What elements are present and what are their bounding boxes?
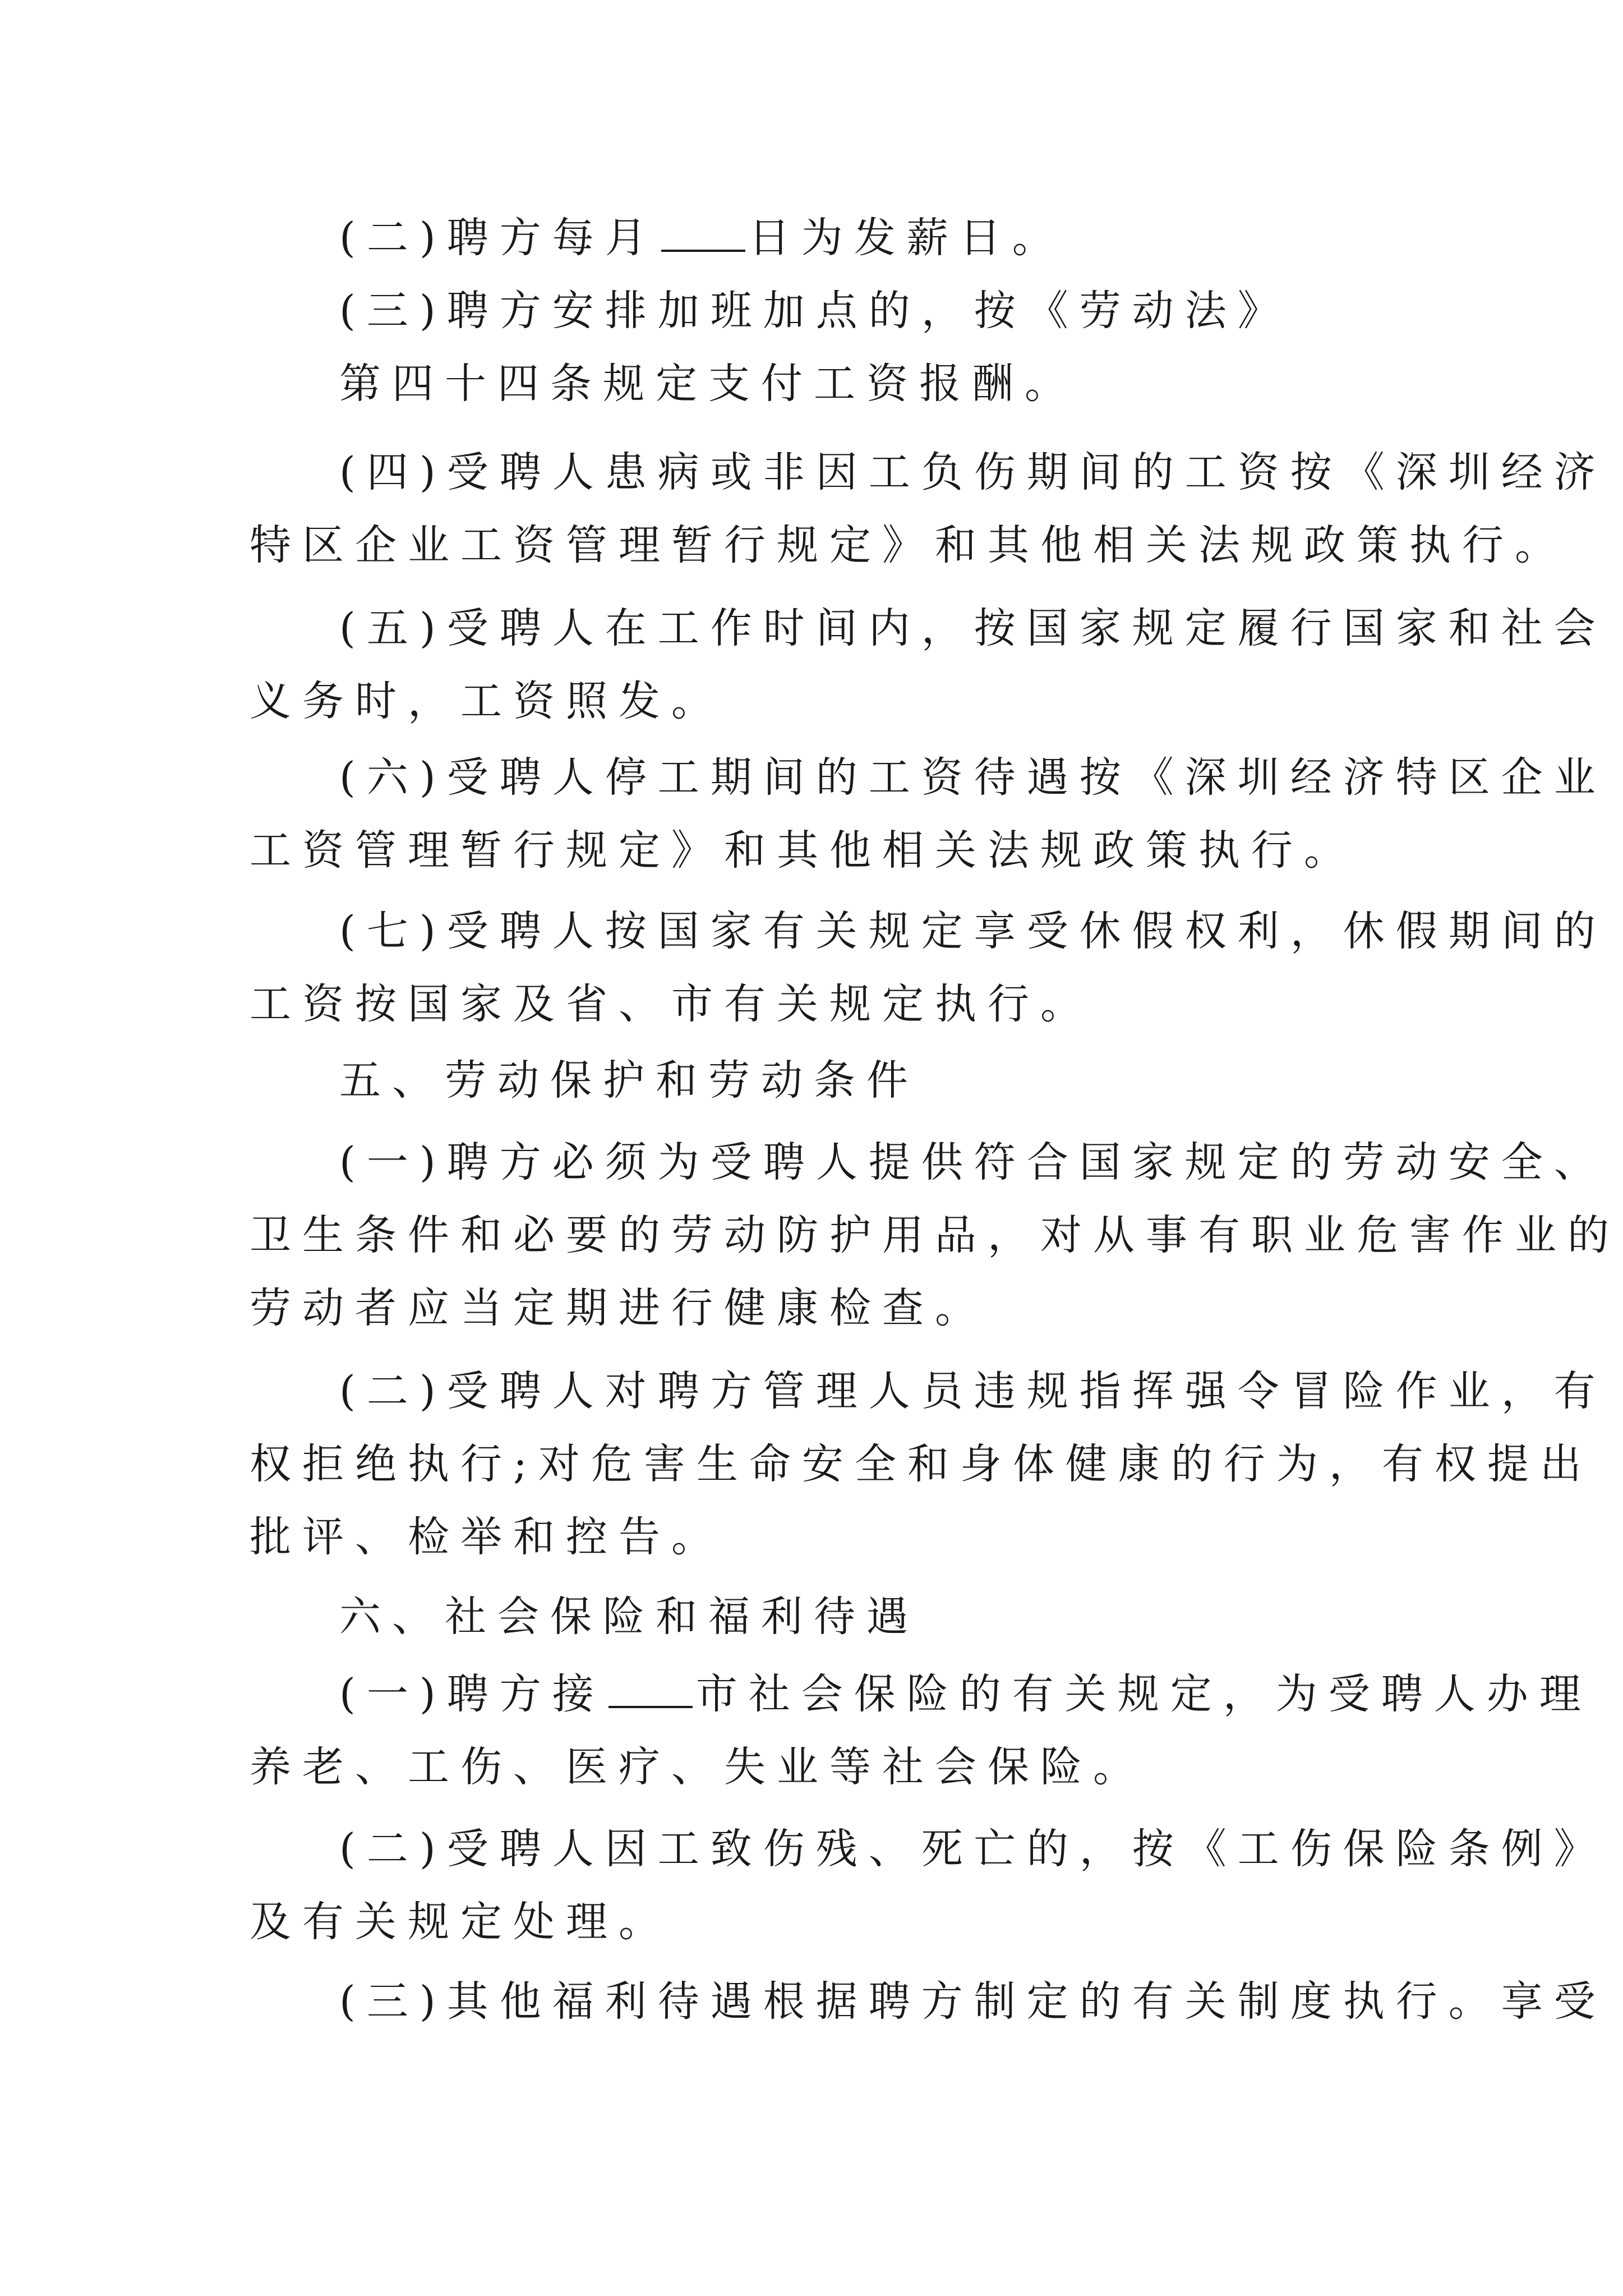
paragraph-line: (二)受聘人因工致伤残、死亡的，按《工伤保险条例》 [339, 1825, 1607, 1873]
fill-in-blank [608, 1672, 693, 1708]
paragraph-line: 工资管理暂行规定》和其他相关法规政策执行。 [250, 826, 1357, 875]
paragraph-line: (七)受聘人按国家有关规定享受休假权利，休假期间的 [339, 907, 1607, 955]
paragraph-line: 及有关规定处理。 [250, 1898, 671, 1946]
text-run: 市社会保险的有关规定，为受聘人办理 [695, 1670, 1592, 1718]
paragraph-line: (四)受聘人患病或非因工负伤期间的工资按《深圳经济 [339, 448, 1607, 496]
paragraph-line: 权拒绝执行;对危害生命安全和身体健康的行为，有权提出 [250, 1440, 1593, 1488]
paragraph-line: (三)其他福利待遇根据聘方制定的有关制度执行。享受 [339, 1977, 1607, 2026]
paragraph-line: 义务时，工资照发。 [250, 677, 724, 725]
paragraph-line: 批评、检举和控告。 [250, 1513, 724, 1561]
paragraph-line: (六)受聘人停工期间的工资待遇按《深圳经济特区企业 [339, 753, 1607, 802]
text-run: (二)聘方每月 [339, 214, 658, 262]
paragraph-line: (三)聘方安排加班加点的，按《劳动法》 [339, 287, 1290, 335]
text-run: (一)聘方接 [339, 1670, 605, 1718]
section-heading: 六、社会保险和福利待遇 [339, 1593, 919, 1641]
paragraph-line: (二)受聘人对聘方管理人员违规指挥强令冒险作业，有 [339, 1367, 1607, 1415]
text-run: 日为发薪日。 [748, 214, 1065, 262]
paragraph-line: 第四十四条规定支付工资报酬。 [339, 360, 1077, 408]
paragraph-line: 卫生条件和必要的劳动防护用品，对从事有职业危害作业的 [250, 1211, 1620, 1259]
paragraph-line: 劳动者应当定期进行健康检查。 [250, 1284, 988, 1332]
paragraph-line [339, 1666, 1592, 1722]
section-heading: 五、劳动保护和劳动条件 [339, 1056, 919, 1105]
fill-in-blank [661, 216, 745, 252]
paragraph-line: (一)聘方必须为受聘人提供符合国家规定的劳动安全、 [339, 1138, 1607, 1186]
paragraph-line: 工资按国家及省、市有关规定执行。 [250, 980, 1093, 1028]
paragraph-line [339, 210, 1065, 266]
paragraph-line: (五)受聘人在工作时间内，按国家规定履行国家和社会 [339, 604, 1607, 652]
paragraph-line: 特区企业工资管理暂行规定》和其他相关法规政策执行。 [250, 521, 1567, 569]
paragraph-line: 养老、工伤、医疗、失业等社会保险。 [250, 1743, 1146, 1791]
